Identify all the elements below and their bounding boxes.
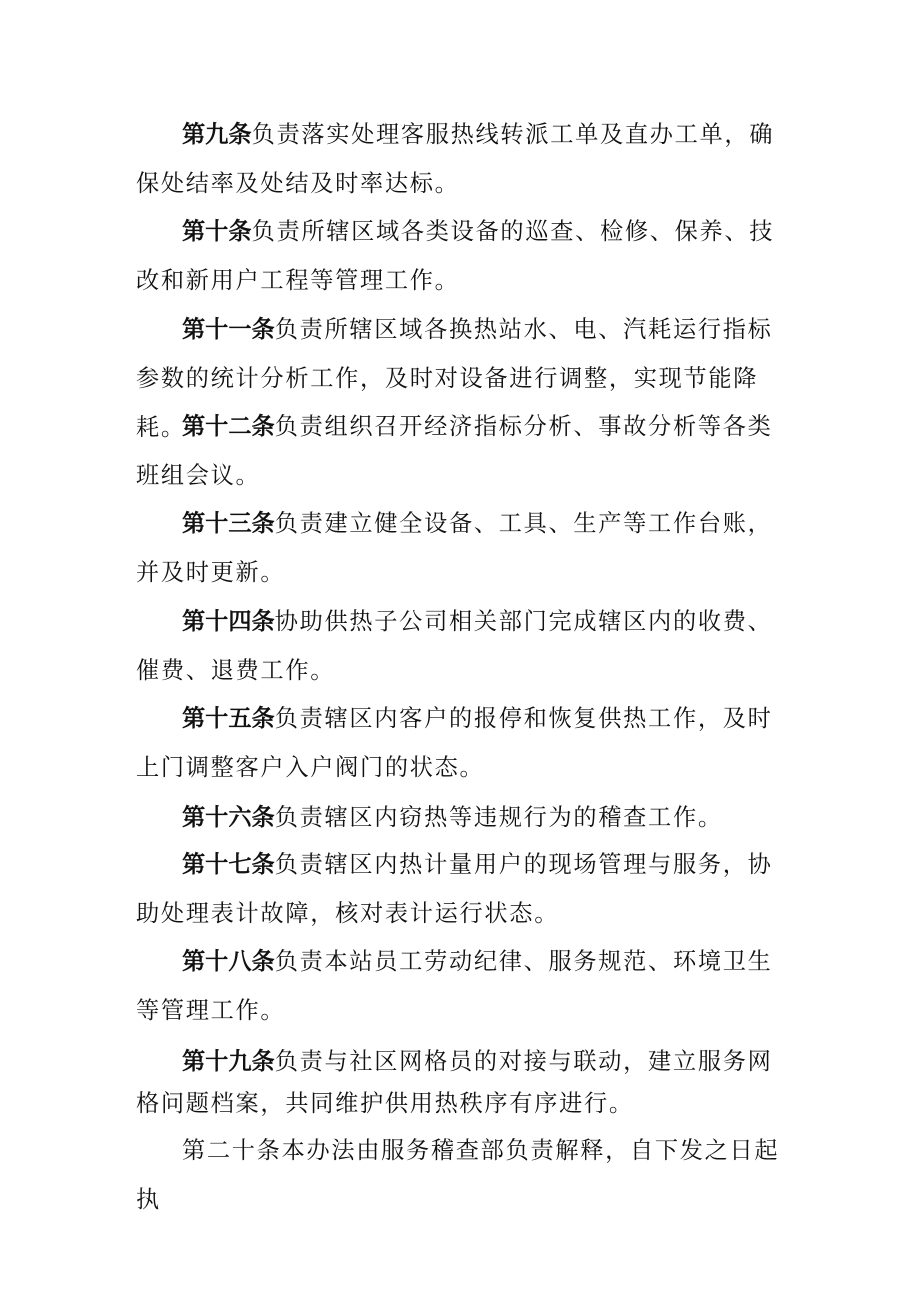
article-text: 负责所辖区域各换热站水、电、汽耗运行指标参数的统计分析工作，及时对设备进行调整，实现节能降耗。 — [136, 316, 773, 441]
article-19 — [136, 1041, 796, 1125]
article-16 — [136, 793, 796, 842]
article-text: 负责落实处理客服热线转派工单及直办工单，确保处结率及处结及时率达标。 — [136, 121, 775, 197]
article-number: 第十九条 — [182, 1048, 275, 1075]
article-9 — [136, 110, 796, 208]
article-text: 本办法由服务稽查部负责解释，自下发之日起执 — [136, 1137, 780, 1213]
article-number: 第十六条 — [182, 804, 275, 831]
article-text: 负责建立健全设备、工具、生产等工作台账，并及时更新。 — [136, 510, 773, 586]
article-text: 协助供热子公司相关部门完成辖区内的收费、催费、退费工作。 — [136, 608, 773, 684]
article-14 — [136, 597, 796, 695]
article-text: 负责所辖区域各类设备的巡查、检修、保养、技改和新用户工程等管理工作。 — [136, 218, 775, 294]
article-number: 第十二条 — [182, 413, 275, 440]
article-12 — [136, 402, 796, 500]
article-13 — [136, 499, 796, 597]
article-text: 负责辖区内客户的报停和恢复供热工作，及时上门调整客户入户阀门的状态。 — [136, 705, 773, 781]
article-text: 负责组织召开经济指标分析、事故分析等各类班组会议。 — [136, 413, 773, 489]
article-number: 第十一条 — [182, 316, 275, 343]
article-10 — [136, 207, 796, 305]
article-text: 负责辖区内热计量用户的现场管理与服务，协助处理表计故障，核对表计运行状态。 — [136, 851, 773, 927]
article-number: 第十八条 — [182, 948, 275, 975]
article-text: 负责辖区内窃热等违规行为的稽查工作。 — [274, 804, 723, 831]
article-number: 第九条 — [182, 121, 252, 148]
article-number: 第十四条 — [182, 608, 275, 635]
article-15 — [136, 694, 796, 792]
article-text: 负责本站员工劳动纪律、服务规范、环境卫生等管理工作。 — [136, 948, 773, 1024]
article-number: 第十条 — [182, 218, 252, 245]
article-20 — [136, 1126, 796, 1224]
article-number: 第十三条 — [182, 510, 275, 537]
article-number: 第十七条 — [182, 851, 275, 878]
article-number: 第十五条 — [182, 705, 275, 732]
article-number: 第二十条 — [182, 1137, 282, 1164]
article-18 — [136, 937, 796, 1035]
article-text: 负责与社区网格员的对接与联动，建立服务网格问题档案，共同维护供用热秩序有序进行。 — [136, 1048, 773, 1117]
article-17 — [136, 840, 796, 938]
